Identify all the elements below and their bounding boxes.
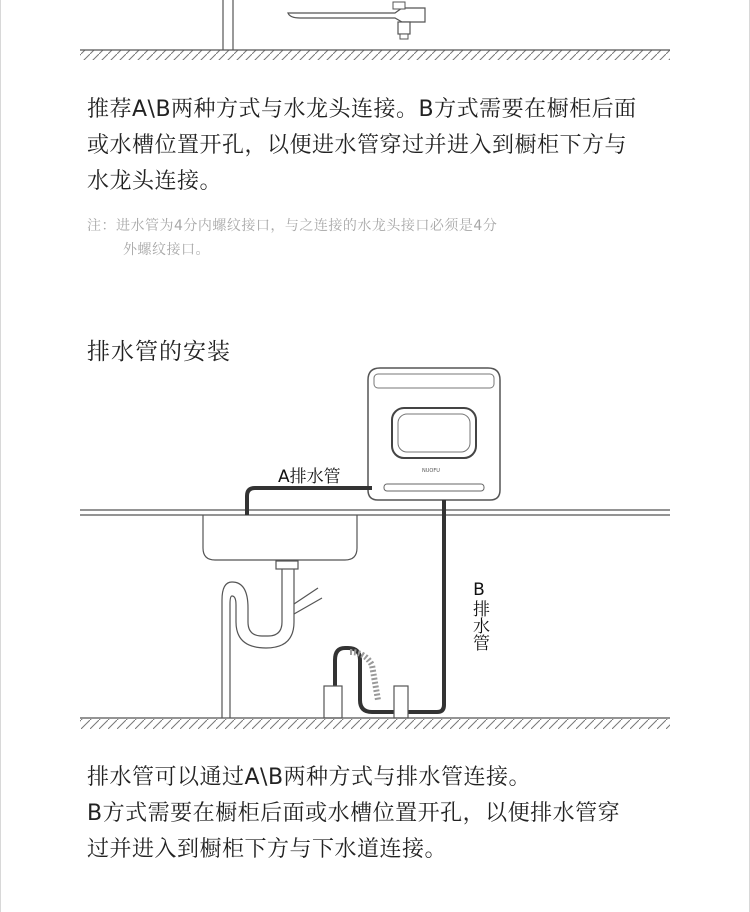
note-block	[87, 214, 497, 262]
dishwasher	[368, 368, 500, 500]
brand-mark: NUOFU	[422, 468, 440, 474]
floor	[80, 718, 670, 729]
label-drain-pipe-b: B排水管	[469, 580, 489, 651]
section-title: 排水管的安装	[87, 339, 231, 365]
paragraph-line: B方式需要在橱柜后面或水槽位置开孔，以便排水管穿	[87, 801, 621, 826]
paragraph-line: 排水管可以通过A\B两种方式与排水管连接。	[87, 765, 532, 790]
floor-fitting-right	[394, 686, 408, 718]
paragraph-line: 或水槽位置开孔，以便进水管穿过并进入到橱柜下方与	[87, 133, 628, 158]
sink-countertop	[80, 510, 670, 560]
label-drain-pipe-a: A排水管	[278, 467, 341, 487]
note-line: 外螺纹接口。	[123, 242, 210, 258]
note-line: 注：进水管为4分内螺纹接口，与之连接的水龙头接口必须是4分	[87, 218, 498, 234]
paragraph-line: 过并进入到橱柜下方与下水道连接。	[87, 837, 448, 862]
paragraph-line: 水龙头连接。	[87, 169, 223, 194]
faucet-connection-paragraph	[87, 92, 687, 200]
drain-connection-paragraph	[87, 760, 687, 868]
top-countertop	[80, 50, 670, 60]
paragraph-line: 推荐A\B两种方式与水龙头连接。B方式需要在橱柜后面	[87, 97, 637, 122]
floor-fitting-left	[324, 686, 342, 718]
p-trap	[222, 561, 322, 718]
drain-pipe-a	[247, 488, 372, 515]
faucet-illustration	[223, 0, 425, 50]
drain-pipe-b	[335, 500, 444, 712]
